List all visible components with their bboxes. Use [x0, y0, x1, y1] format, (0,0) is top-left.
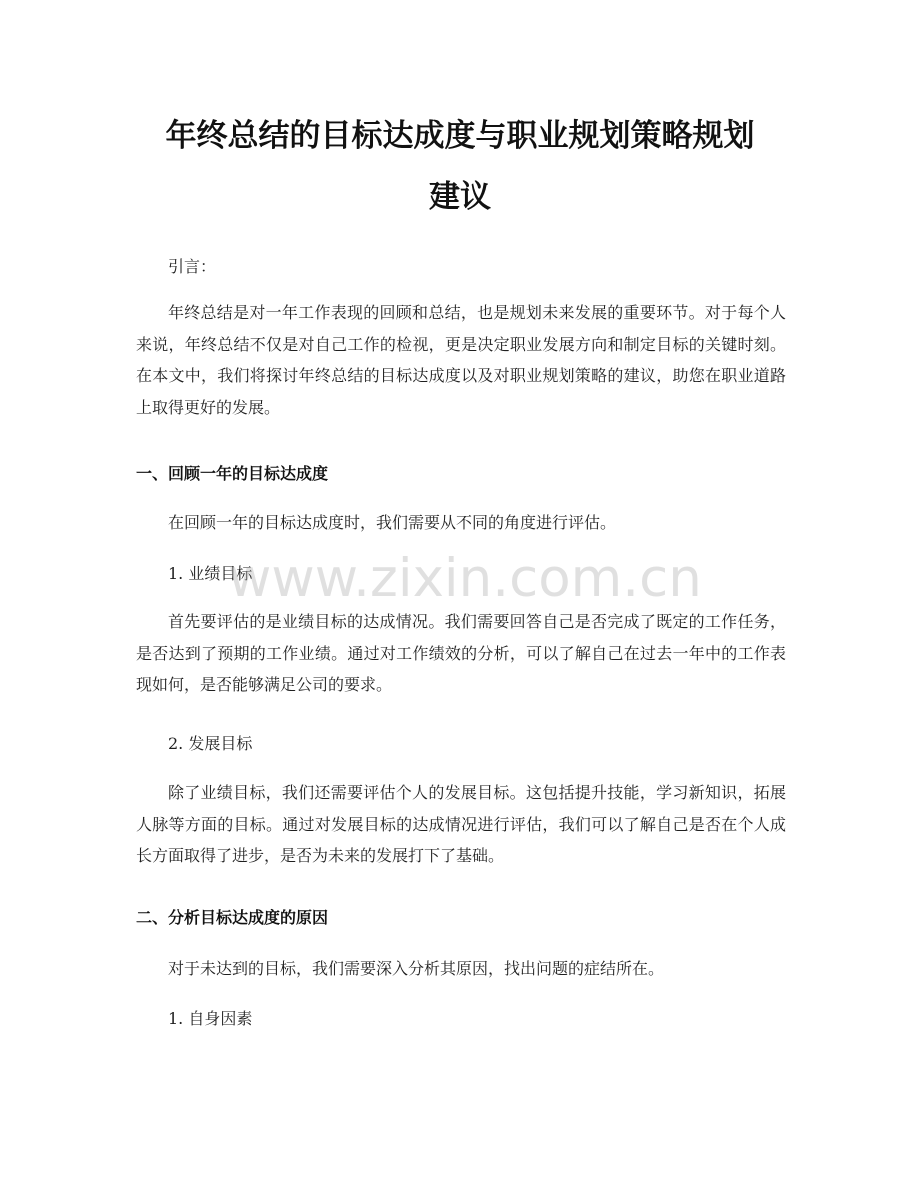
section-1-intro: 在回顾一年的目标达成度时，我们需要从不同的角度进行评估。 — [168, 513, 617, 532]
section-1-item-1-label: 1. 业绩目标 — [168, 564, 253, 583]
section-2-item-1-label: 1. 自身因素 — [168, 1009, 253, 1028]
section-2-intro: 对于未达到的目标，我们需要深入分析其原因，找出问题的症结所在。 — [168, 959, 665, 978]
intro-label: 引言： — [168, 257, 217, 276]
intro-paragraph: 年终总结是对一年工作表现的回顾和总结，也是规划未来发展的重要环节。对于每个人来说，年终总结不仅是对自己工作的检视，更是决定职业发展方向和制定目标的关键时刻。在本文中，我们将探讨年终总结的目标达成度以及对职业规划策略的建议，助您在职业道路上取得更好的发展。 — [136, 303, 786, 417]
section-2-heading: 二、分析目标达成度的原因 — [136, 908, 329, 927]
section-1-item-1-text: 首先要评估的是业绩目标的达成情况。我们需要回答自己是否完成了既定的工作任务，是否达到了预期的工作业绩。通过对工作绩效的分析，可以了解自己在过去一年中的工作表现如何，是否能够满足公司的要求。 — [136, 612, 786, 694]
watermark: www.zixin.com.cn — [228, 548, 702, 609]
document-title-line-1: 年终总结的目标达成度与职业规划策略规划 — [165, 118, 755, 154]
section-1-item-2-label: 2. 发展目标 — [168, 734, 253, 753]
document-title-line-2: 建议 — [429, 179, 491, 215]
section-1-heading: 一、回顾一年的目标达成度 — [136, 464, 329, 483]
section-1-item-2-text: 除了业绩目标，我们还需要评估个人的发展目标。这包括提升技能，学习新知识，拓展人脉等方面的目标。通过对发展目标的达成情况进行评估，我们可以了解自己是否在个人成长方面取得了进步，是否为未来的发展打下了基础。 — [136, 783, 786, 865]
